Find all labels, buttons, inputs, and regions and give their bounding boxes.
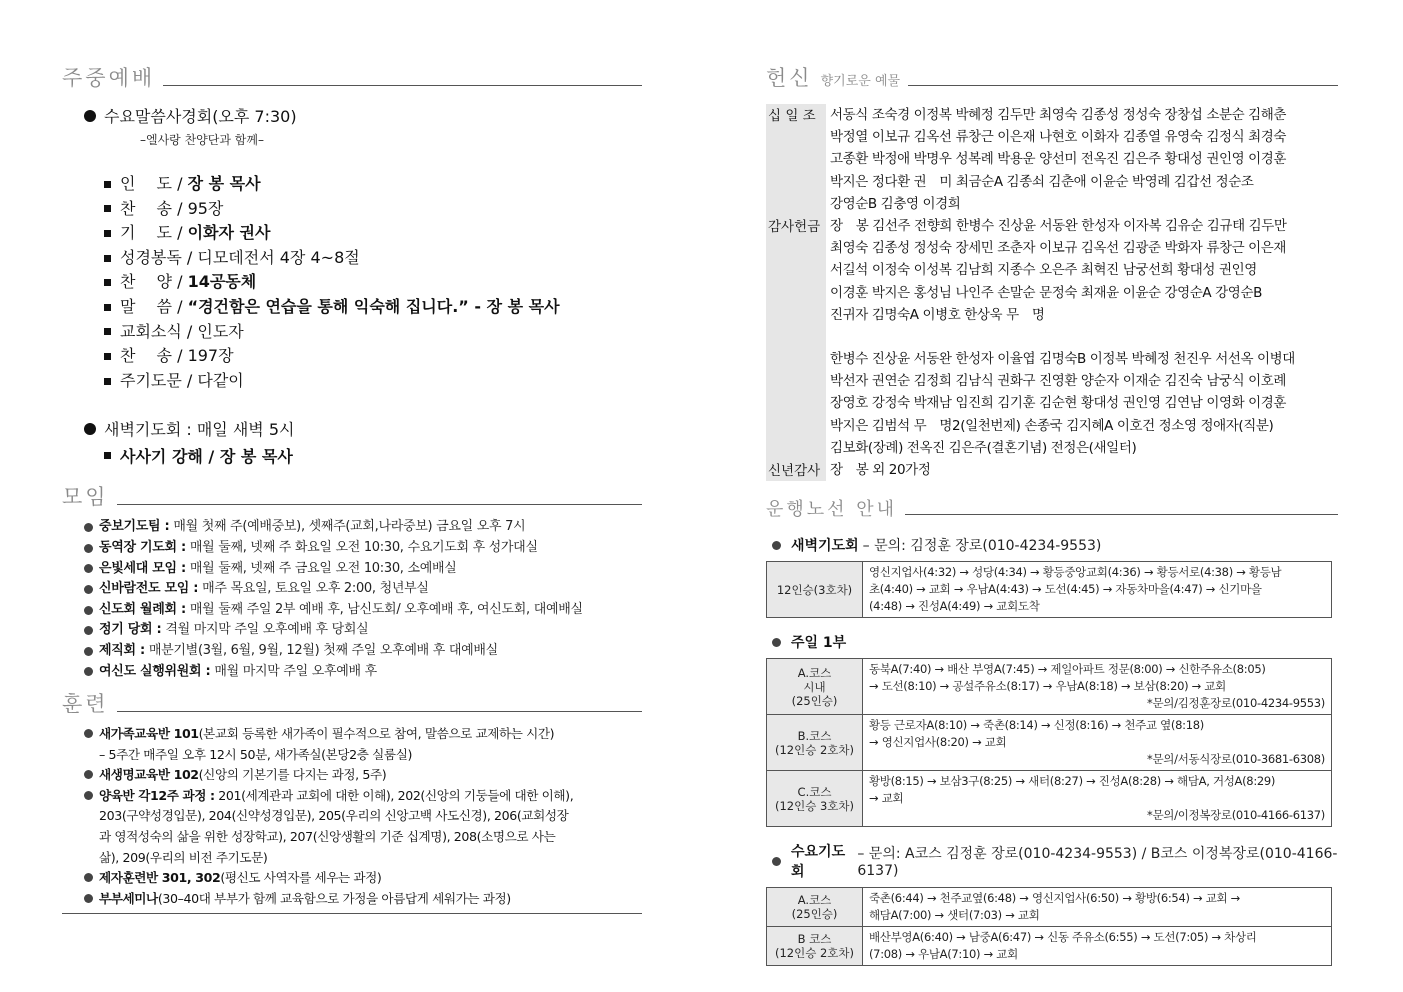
list-item-detail: 삶), 209(우리의 비전 주기도문): [99, 849, 268, 865]
order-value: 14공동체: [187, 272, 257, 292]
dawn-bus-block: [766, 535, 1338, 618]
bullet-icon: [84, 523, 93, 532]
order-item: [104, 197, 642, 222]
bus-section-header: [766, 495, 1338, 521]
bus-class-line: A.코스: [797, 893, 832, 908]
offering-heading: 헌신: [766, 66, 813, 90]
divider: [117, 504, 642, 505]
bus-route-line: 황등 근로자A(8:10) → 죽촌(8:14) → 신정(8:16) → 천주교 옆(8:18): [869, 718, 1204, 733]
order-value: 이화자 권사: [187, 223, 271, 243]
list-item: [84, 579, 642, 600]
offering-name-line: 박정열 이보규 김옥선 류창근 이은재 나현호 이화자 김종열 유영숙 김정식 최경숙: [830, 129, 1287, 146]
bus-route-contact: *문의/이정복장로(010-4166-6137): [1147, 808, 1325, 823]
bus-class-line: (12인승 3호차): [774, 798, 854, 813]
bullet-icon: [772, 638, 781, 647]
offering-label: 감사헌금: [766, 215, 826, 459]
table-row: [767, 927, 1332, 966]
offering-name-line: 고종환 박정애 박명우 성복례 박용운 양선미 전옥진 김은주 황대성 권인영 이경훈: [830, 151, 1287, 168]
bus-route-line: 동북A(7:40) → 배산 부영A(7:45) → 제일아파트 정문(8:00) → 신한주유소(8:05): [869, 662, 1266, 677]
list-item: [84, 600, 642, 621]
list-item: [84, 517, 642, 538]
square-bullet-icon: [104, 230, 111, 237]
bus-class: [767, 927, 863, 966]
bus-route: [863, 927, 1332, 966]
bus-title-name: 새벽기도회: [791, 538, 859, 555]
bus-contact: – 문의: 김정훈 장로(010-4234-9553): [862, 538, 1102, 555]
order-label: 찬 송: [120, 198, 172, 218]
bus-route: [863, 715, 1332, 771]
offering-name-line: 서동식 조숙경 이정복 박혜정 김두만 최영숙 김종성 정성숙 장창섭 소분순 김해춘: [830, 107, 1287, 123]
meeting-detail: 매월 둘째, 넷째 주 화요일 오전 10:30, 수요기도회 후 성가대실: [189, 539, 538, 555]
bullet-icon: [84, 564, 93, 573]
order-separator: /: [172, 174, 188, 193]
offering-list: [766, 104, 1338, 481]
left-column: [62, 62, 642, 914]
service-order: [104, 172, 642, 393]
bullet-icon: [84, 647, 93, 656]
bus-class-line: B.코스: [797, 728, 832, 743]
bus-route-line: (7:08) → 우남A(7:10) → 교회: [869, 947, 1018, 962]
bus-route-line: → 교회: [869, 791, 904, 806]
meeting-name: 은빛세대 모임 :: [99, 560, 186, 576]
bus-route-contact: *문의/서동식장로(010-3681-6308): [1147, 752, 1325, 767]
meeting-detail: 매주 목요일, 토요일 오후 2:00, 청년부실: [202, 581, 429, 597]
bullet-icon: [84, 770, 93, 779]
offering-name-line: 김보화(장례) 전옥진 김은주(결혼기념) 전정은(새일터): [830, 439, 1137, 456]
order-item: [104, 344, 642, 369]
offering-name-line: 한병수 진상윤 서동완 한성자 이율엽 김명숙B 이정복 박혜정 천진우 서선옥 이병대: [830, 351, 1295, 368]
bullet-icon: [84, 894, 93, 903]
bus-table: [766, 561, 1332, 618]
offering-name-line: 서길석 이정숙 이성복 김남희 지종수 오은주 최혁진 남궁선희 황대성 권인영: [830, 262, 1257, 279]
divider: [905, 514, 1338, 515]
sunday-bus-block: [766, 632, 1338, 827]
order-item: [104, 221, 642, 246]
meeting-detail: 격월 마지막 주일 오후예배 후 당회실: [165, 622, 369, 638]
bus-route-line: 해담A(7:00) → 샛터(7:03) → 교회: [869, 908, 1040, 923]
bus-class-line: C.코스: [797, 784, 832, 799]
offering-row: [766, 215, 1338, 459]
offering-row: [766, 104, 1338, 215]
bus-table: [766, 887, 1332, 966]
meeting-detail: 매월 둘째 주일 2부 예배 후, 남신도회/ 오후예배 후, 여신도회, 대예배실: [189, 601, 583, 617]
bus-class-line: (12인승 2호차): [774, 946, 854, 961]
list-item: [84, 641, 642, 662]
offering-name-line: 최영숙 김종성 정성숙 장세민 조춘자 이보규 김옥선 김광준 박화자 류창근 이은재: [830, 240, 1287, 257]
offering-names: [826, 104, 1338, 215]
order-item: [104, 172, 642, 197]
bus-class-line: 12인승(3호차): [776, 582, 853, 597]
offering-label: 십 일 조: [766, 104, 826, 215]
square-bullet-icon: [104, 181, 111, 188]
bus-title: [772, 632, 1338, 652]
offering-name-line: 박지은 김범석 무 명2(일천번제) 손종국 김지혜A 이호건 정소영 정애자(직분): [830, 417, 1274, 434]
bullet-icon: [84, 791, 93, 800]
order-label: 기 도: [120, 223, 172, 243]
bus-title-name: 수요기도회: [791, 844, 846, 881]
order-value: 디모데전서 4장 4~8절: [197, 247, 360, 267]
bus-route-line: 배산부영A(6:40) → 남중A(6:47) → 신동 주유소(6:55) → 도선(7:05) → 차상리: [869, 930, 1257, 945]
order-label: 찬 양: [120, 272, 172, 292]
order-item: [104, 246, 642, 271]
offering-name-line: 이경훈 박지은 홍성님 나인주 손말순 문정숙 최재윤 이윤순 강영순A 강영순B: [830, 284, 1262, 301]
meeting-list: [84, 517, 642, 682]
offering-name-line: 진귀자 김명숙A 이병호 한상욱 무 명: [830, 306, 1045, 323]
order-item: [104, 295, 642, 320]
bus-route-line: 죽촌(6:44) → 천주교옆(6:48) → 영신지업사(6:50) → 황방(6:54) → 교회 →: [869, 891, 1241, 906]
bus-class: [767, 715, 863, 771]
offering-section-header: [766, 62, 1338, 92]
meeting-detail: 매월 둘째, 넷째 주 금요일 오전 10:30, 소예배실: [189, 560, 457, 576]
order-value: 인도자: [197, 321, 244, 341]
meeting-name: 신도회 월례회 :: [99, 601, 186, 617]
order-separator: /: [172, 272, 188, 292]
square-bullet-icon: [104, 353, 111, 360]
order-separator: /: [181, 370, 198, 390]
meeting-name: 중보기도팀 :: [99, 519, 170, 535]
training-heading: 훈련: [62, 692, 109, 717]
bus-class-line: 시내: [803, 679, 826, 694]
list-item: 새가족교육반 101(본교회 등록한 새가족이 필수적으로 참여, 말씀으로 교제하는 시간): [84, 724, 642, 745]
list-item-detail: 과 영적성숙의 삶을 위한 성장학교), 207(신앙생활의 기준 십계명), 208(소명으로 사는: [99, 829, 556, 845]
list-item: [84, 662, 642, 683]
bus-title: [772, 841, 1338, 881]
square-bullet-icon: [104, 328, 111, 335]
dawn-prayer-sub: 사사기 강해 / 장 봉 목사: [104, 444, 642, 467]
offering-name-line: [830, 326, 1338, 348]
bullet-icon: [84, 606, 93, 615]
bus-class: [767, 771, 863, 827]
offering-name-line: 장 봉 외 20가정: [830, 462, 931, 478]
order-separator: /: [172, 198, 188, 218]
square-bullet-icon: [104, 279, 111, 286]
table-row: [767, 888, 1332, 927]
worship-section-header: [62, 62, 642, 92]
table-row: [767, 715, 1332, 771]
training-section-header: [62, 688, 642, 718]
bus-route-line: 초(4:40) → 교회 → 우남A(4:43) → 도선(4:45) → 자동차마을(4:47) → 신기마을: [869, 582, 1262, 597]
order-label: 말 씀: [120, 296, 172, 316]
order-value: 다같이: [197, 370, 244, 390]
square-bullet-icon: [104, 452, 111, 459]
order-value: 장 봉 목사: [187, 174, 261, 193]
list-item-detail: 203(구약성경입문), 204(신약성경입문), 205(우리의 신앙고백 사도신경), 206(교회성장: [99, 808, 569, 824]
meeting-heading: 모임: [62, 485, 109, 510]
order-separator: /: [181, 321, 198, 341]
offering-name-line: 강영순B 김충영 이경희: [830, 195, 961, 212]
bus-class-line: (25인승): [791, 907, 838, 922]
bus-table: [766, 658, 1332, 827]
offering-name-line: 장 봉 김선주 전향희 한병수 진상윤 서동완 한성자 이자복 김유순 김규태 김두만: [830, 217, 1287, 234]
offering-names: [826, 459, 1338, 481]
meeting-section-header: [62, 481, 642, 511]
table-row: [767, 771, 1332, 827]
bus-class-line: (25인승): [791, 693, 838, 708]
bus-heading: 운행노선 안내: [766, 499, 898, 521]
bus-route: [863, 562, 1332, 618]
bullet-icon: [84, 585, 93, 594]
order-value: 95장: [187, 198, 224, 218]
bus-route-line: (4:48) → 진성A(4:49) → 교회도착: [869, 599, 1040, 614]
offering-names: [826, 215, 1338, 459]
worship-heading: 주중예배: [62, 66, 156, 90]
list-item: [84, 559, 642, 580]
order-label: 주기도문: [120, 370, 182, 390]
wednesday-service-title: 수요말씀사경회(오후 7:30): [84, 104, 642, 127]
offering-name-line: 박선자 권연순 김정희 김남식 권화구 진영환 양순자 이재순 김진숙 남궁식 이호례: [830, 373, 1287, 390]
bus-route: [863, 659, 1332, 715]
bus-route-line: 영신지업사(4:32) → 성당(4:34) → 황등중앙교회(4:36) → 황등서로(4:38) → 황등남: [869, 565, 1282, 580]
bus-route-line: → 영신지업사(8:20) → 교회: [869, 735, 1007, 750]
order-separator: /: [172, 346, 188, 366]
order-value: “경건함은 연습을 통해 익숙해 집니다.” - 장 봉 목사: [187, 296, 560, 316]
training-list: [84, 724, 642, 909]
meeting-detail: 매월 마지막 주일 오후예배 후: [214, 663, 377, 679]
square-bullet-icon: [104, 205, 111, 212]
order-label: 교회소식: [120, 321, 182, 341]
bus-route-line: 황방(8:15) → 보삼3구(8:25) → 새터(8:27) → 진성A(8:28) → 해담A, 거성A(8:29): [869, 774, 1276, 789]
meeting-detail: 매분기별(3월, 6월, 9월, 12월) 첫째 주일 오후예배 후 대예배실: [148, 642, 498, 658]
bullet-icon: [84, 110, 96, 122]
table-row: [767, 562, 1332, 618]
divider: [908, 85, 1338, 86]
bus-route-line: → 도선(8:10) → 공설주유소(8:17) → 우남A(8:18) → 보삼(8:20) → 교회: [869, 679, 1226, 694]
meeting-name: 여신도 실행위원회 :: [99, 663, 211, 679]
bus-class-line: A.코스: [797, 665, 832, 680]
offering-name-line: 박지은 정다환 권 미 최금순A 김종쇠 김춘애 이윤순 박영례 김갑선 정순조: [830, 173, 1254, 190]
order-value: 197장: [187, 346, 234, 366]
order-label: 성경봉독: [120, 247, 182, 267]
meeting-name: 정기 당회 :: [99, 622, 162, 638]
bullet-icon: [84, 626, 93, 635]
list-item: [84, 538, 642, 559]
square-bullet-icon: [104, 304, 111, 311]
list-item: [84, 620, 642, 641]
bullet-icon: [84, 667, 93, 676]
wednesday-service-subtitle: –엘사랑 찬양단과 함께–: [140, 133, 264, 147]
offering-name-line: 장영호 강정숙 박재남 임진희 김기훈 김순현 황대성 권인영 김연남 이영화 이경훈: [830, 395, 1287, 412]
bullet-icon: [772, 857, 781, 866]
bus-class: [767, 562, 863, 618]
bus-class-line: B 코스: [797, 932, 832, 947]
dawn-prayer-title: 새벽기도회 : 매일 새벽 5시: [84, 417, 642, 440]
offering-subheading: 향기로운 예물: [820, 74, 901, 89]
table-row: [767, 659, 1332, 715]
divider: [117, 711, 642, 712]
list-item: 양육반 각12주 과정 : 201(세계관과 교회에 대한 이해), 202(신앙의 기둥들에 대한 이해),: [84, 786, 642, 807]
bus-class-line: (12인승 2호차): [774, 742, 854, 757]
bus-route: [863, 888, 1332, 927]
order-label: 인 도: [120, 174, 172, 193]
bullet-icon: [84, 729, 93, 738]
order-item: [104, 320, 642, 345]
meeting-detail: 매월 첫째 주(예배중보), 셋째주(교회,나라중보) 금요일 오후 7시: [173, 519, 526, 535]
order-separator: /: [181, 247, 198, 267]
list-item-detail: – 5주간 매주일 오후 12시 50분, 새가족실(본당2층 실룸실): [99, 746, 412, 762]
bus-route-contact: *문의/김정훈장로(010-4234-9553): [1147, 696, 1325, 711]
order-item: [104, 369, 642, 394]
bullet-icon: [84, 544, 93, 553]
bus-class: [767, 659, 863, 715]
bullet-icon: [84, 423, 96, 435]
square-bullet-icon: [104, 255, 111, 262]
bus-title: [772, 535, 1338, 555]
order-separator: /: [172, 223, 188, 243]
bullet-icon: [772, 541, 781, 550]
bus-class: [767, 888, 863, 927]
order-item: [104, 270, 642, 295]
meeting-name: 제직회 :: [99, 642, 145, 658]
order-label: 찬 송: [120, 346, 172, 366]
list-item: 제자훈련반 301, 302(평신도 사역자를 세우는 과정): [84, 868, 642, 889]
order-separator: /: [172, 296, 188, 316]
list-item: 새생명교육반 102(신앙의 기본기를 다지는 과정, 5주): [84, 765, 642, 786]
offering-label: 신년감사: [766, 459, 826, 481]
bus-contact: – 문의: A코스 김정훈 장로(010-4234-9553) / B코스 이정복장로(010-4166-6137): [857, 846, 1338, 880]
divider: [62, 913, 642, 914]
square-bullet-icon: [104, 378, 111, 385]
offering-row: [766, 459, 1338, 481]
meeting-name: 동역장 기도회 :: [99, 539, 186, 555]
list-item: 부부세미나(30–40대 부부가 함께 교육함으로 가정을 아름답게 세워가는 과정): [84, 889, 642, 910]
right-column: [766, 62, 1338, 966]
divider: [163, 85, 642, 86]
meeting-name: 신바람전도 모임 :: [99, 581, 199, 597]
bus-route: [863, 771, 1332, 827]
bullet-icon: [84, 873, 93, 882]
bus-title-name: 주일 1부: [791, 635, 847, 652]
wednesday-bus-block: [766, 841, 1338, 966]
